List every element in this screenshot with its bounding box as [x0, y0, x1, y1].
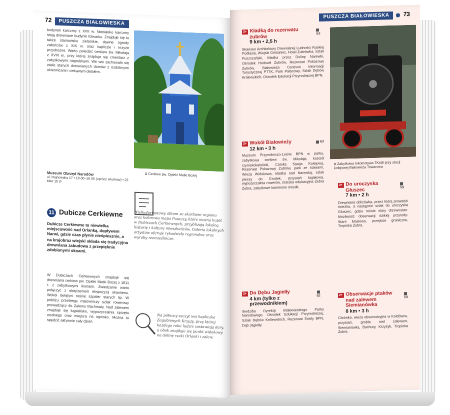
- left-body-top: budynek karczmy z XVII w. Niedaleko karczmy stoją drewniane budynki folwarku. Znajduje się tu także stanowisko zielarskie, dawne ogrody zaborców z XIX w. oraz kapliczki i krzyże przydrożne. Warto zwiedzić cerkiew św. Mikołaja z XVIII w., przy której znajduje się cmentarz z zabytkowymi nagrobkami. We wsi zachowało się wiele starych drewnianych domów z ozdobnymi okiennicami i ciekawym detalem.: [47, 27, 129, 75]
- left-body-bottom: W Dubiczach Cerkiewnych znajduje się drewniana cerkiew pw. Opieki Matki Bożej z 1811 r. z zabytkowymi ikonami. Zwiedzanie warto połączyć z obejrzeniem ekspozycji skansenu. Wokół świątyni rośnie szpaler starych lip. W pobliżu przebiega malowniczy szlak rowerowy prowadzący do Zalewu Bachmaty. Nad zalewem znajduje się kąpielisko, wypożyczalnia sprzętu wodnego oraz miejsca na ognisko. Można tu spędzić aktywnie cały dzień.: [47, 272, 129, 324]
- museum-info-box: [47, 171, 129, 187]
- right-page-edges: [420, 20, 436, 395]
- route-description: Drewniana oblicówka, przez którą prowadzi ścieżka, a następnie szlak do uroczyska Głuszec, gdzie rośnie stary drzewostan. Możliwość obserwacji dzikiej przyrody: Stare Masiewo, przejście graniczne, Tropinka Żubra.: [338, 198, 408, 229]
- route-tag: 2+: [243, 29, 247, 34]
- museum-title: Muzeum Obrzęd Narodów: [47, 170, 94, 177]
- photo-icon: ◘: [145, 171, 149, 176]
- route-description: Skansen Architektury Drewnianej Ludności Ruskiej Podlasia, Wiejski Gościniec, Hotel Żubrówka, Szlak Puszczański, Kładka przez Dolinę Narewki, Ośrodek Hodowli Żubrów, Rezerwat Pokazowy Żubrów, Białowieża Centrum Informacji Turystycznej PTTK, Park Pałacowy, Szlak Dębów Królewskich, Ośrodek Edukacji Przyrodniczej BPN.: [242, 45, 324, 80]
- route-title: Do uroczyska Głuszec: [345, 180, 379, 194]
- section-number-badge: 11: [48, 209, 55, 216]
- church-illustration: [134, 30, 224, 171]
- photo-icon: ◘: [334, 162, 338, 167]
- route-entry-3: [242, 289, 324, 379]
- magnifier-doodle-icon: [133, 310, 157, 337]
- church-photo-caption: ◘ Cerkiew pw. Opieki Matki Bożej: [145, 171, 197, 178]
- locomotive-photo-caption: ◘ Zabytkowa lokomotywa TKt48 przy stacji kolejowej Białowieża Towarowa: [334, 160, 401, 171]
- map-icon: [316, 140, 319, 143]
- album-note: Wielkoformatowy album ze skarbami regionu oraz kolorowa mapa Puszczy, które można kupić w Dubiczach Cerkiewnych, przybliżają lokalną historię i kulturę mieszkańców. Galeria lokalnych artystów oferuje rękodzieło regionalne oraz wyroby rzemieślnicze.: [134, 210, 224, 241]
- route-entry-4: [338, 181, 408, 293]
- route-title: Obserwacje ptaków nad zalewem Siemianówka: [345, 290, 393, 309]
- route-tag: 2+: [339, 292, 343, 297]
- route-distance-time: 4 km (tylko z przewodnikiem): [249, 295, 288, 308]
- route-distance-time: 8 km • 3 h: [345, 307, 369, 315]
- route-title: Do Dębu Jagiełły: [249, 289, 290, 297]
- section-lead: Dubicze Cerkiewne to niewielka miejscowość nad Orlanką, dopływem Narwi, gdzie czas płynie nieśpiesznie, a na krajobraz wiejski składa się tradycyjna drewniana zabudowa z przepięknie zdobionymi oknami.: [47, 220, 129, 254]
- route-distance-time: 12 km • 3 h: [249, 145, 276, 153]
- locomotive-illustration: [330, 25, 416, 159]
- section-title: Dubicze Cerkiewne: [59, 209, 123, 219]
- route-description: Muzeum Przyrodniczo-Leśne BPN w parku, zabytkowa cerkiew św. Mikołaja, kościół rzymskokatolicki, Carska Stacja Kolejowa, Rezerwat Pokazowy Żubrów, park ze stawami, Wieża Widokowa, kładka nad Narewką, szlak pieszy do Grudek, przystań kajakowa, wypożyczalnia rowerów, ścieżka edukacyjna Żebra Żubra, zabytkowe kamienne mostki.: [242, 151, 324, 191]
- map-ref: 63: [316, 139, 324, 143]
- route-tag: 2+: [243, 141, 247, 146]
- section-dot-icon: [396, 13, 400, 17]
- route-tag: 2+: [243, 291, 247, 296]
- left-section-label: PUSZCZA BIAŁOWIESKA: [55, 17, 129, 28]
- right-page: [230, 5, 420, 395]
- route-distance-time: 7 km • 2 h: [345, 192, 369, 199]
- section-heading: [47, 208, 123, 220]
- right-page-header: [319, 11, 410, 22]
- left-page: [33, 10, 230, 398]
- locomotive-photo: [330, 25, 416, 159]
- map-ref: 62: [317, 289, 324, 297]
- church-photo: [134, 30, 224, 171]
- right-section-label: PUSZCZA BIAŁOWIESKA: [319, 11, 393, 21]
- route-distance-time: 9 km • 2,5 h: [249, 38, 277, 46]
- museum-details: ul. Hajnowska 17 • 10.00–16.00 (oprócz wtorków) • 22 bilet 10 zł: [47, 175, 129, 184]
- left-page-number: 72: [45, 17, 52, 25]
- route-title: Kładką do rezerwatu żubrów: [249, 27, 299, 41]
- right-page-number: 73: [403, 11, 410, 19]
- route-title: Wokół Białowieży: [249, 139, 292, 147]
- map-ref: 63: [316, 27, 324, 35]
- route-description: Cisówka, wieża obserwacyjna w Kołdówce, przystań, grobla nad zalewem, Siemianówka, Bachury, Krzyżyk, Tropinka Żubra.: [338, 314, 408, 335]
- map-ref: 59: [400, 181, 408, 189]
- route-entry-1: [242, 27, 324, 143]
- chapel-note: Na północy szczyt wsi kapliczka Zagubionych Krzyży, przy której każdego roku ludzie zostawiają dary, a obok znajduje się punkt widokowy na dolinę rzeki Orlanki i zalew.: [157, 313, 224, 340]
- route-description: Siedziba Dyrekcji Białowieskiego Parku Narodowego, Ośrodek Edukacji Przyrodniczej, Szlak Dębów Królewskich, Rezerwat Ścisły BPN, Dąb Jagiełły.: [242, 307, 324, 328]
- route-entry-5: [338, 291, 408, 378]
- left-page-header: [45, 17, 129, 28]
- map-ref: 59: [404, 291, 408, 299]
- route-tag: 2+: [339, 182, 343, 187]
- route-entry-2: [242, 139, 324, 267]
